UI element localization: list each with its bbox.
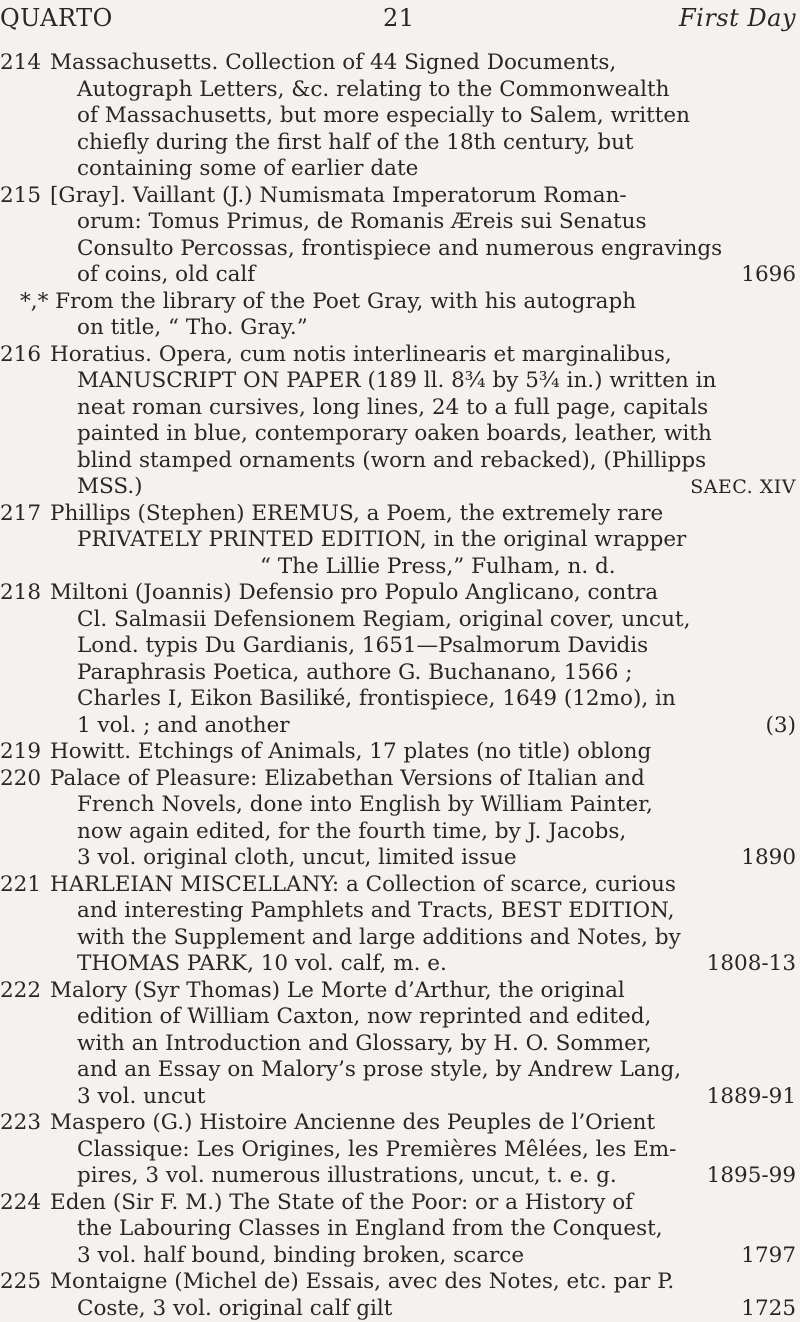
lot-date: 1696 (741, 262, 796, 289)
lot-218 (0, 580, 796, 739)
lot-line: containing some of earlier date (50, 156, 796, 183)
lot-line: MANUSCRIPT ON PAPER (189 ll. 8¾ by 5¾ in.) written in (50, 368, 796, 395)
lot-date: 1890 (741, 845, 796, 872)
lot-line: with an Introduction and Glossary, by H. O. Sommer, (50, 1031, 796, 1058)
lot-line: Classique: Les Origines, les Premières Mêlées, les Em- (50, 1137, 796, 1164)
lot-date: 1889-91 (707, 1084, 796, 1111)
lot-215 (0, 183, 796, 289)
lot-line-with-date (50, 474, 796, 501)
lot-220 (0, 766, 796, 872)
lot-line: Paraphrasis Poetica, authore G. Buchanano, 1566 ; (50, 660, 796, 687)
lot-line: Autograph Letters, &c. relating to the Commonwealth (50, 77, 796, 104)
lot-line: and an Essay on Malory’s prose style, by Andrew Lang, (50, 1057, 796, 1084)
lot-description: of coins, old calf (77, 262, 255, 289)
lot-number: 215 (0, 183, 46, 210)
lot-line: Charles I, Eikon Basiliké, frontispiece, 1649 (12mo), in (50, 686, 796, 713)
lot-number: 221 (0, 872, 46, 899)
lot-line: the Labouring Classes in England from the Conquest, (50, 1216, 796, 1243)
lot-line: Horatius. Opera, cum notis interlinearis et marginalibus, (50, 342, 796, 369)
lot-line: painted in blue, contemporary oaken boards, leather, with (50, 421, 796, 448)
lot-line: and interesting Pamphlets and Tracts, BEST EDITION, (50, 898, 796, 925)
lot-date: 1725 (741, 1296, 796, 1322)
header-day: First Day (679, 4, 796, 32)
lot-line: Eden (Sir F. M.) The State of the Poor: or a History of (50, 1190, 796, 1217)
lot-description: 3 vol. original cloth, uncut, limited issue (77, 845, 517, 872)
lot-description: Coste, 3 vol. original calf gilt (77, 1296, 392, 1322)
lot-number: 223 (0, 1110, 46, 1137)
lot-line-with-date (50, 951, 796, 978)
lot-line: orum: Tomus Primus, de Romanis Æreis sui Senatus (50, 209, 796, 236)
lot-224 (0, 1190, 796, 1270)
lot-number: 222 (0, 978, 46, 1005)
lot-225 (0, 1269, 796, 1322)
lot-number: 219 (0, 739, 46, 766)
lot-line: blind stamped ornaments (worn and rebacked), (Phillipps (50, 448, 796, 475)
lot-number: 224 (0, 1190, 46, 1217)
lot-line: with the Supplement and large additions and Notes, by (50, 925, 796, 952)
lot-line: chiefly during the first half of the 18th century, but (50, 130, 796, 157)
lot-line-with-date (50, 1163, 796, 1190)
lot-221 (0, 872, 796, 978)
lot-date: 1797 (741, 1243, 796, 1270)
lot-description: 3 vol. uncut (77, 1084, 205, 1111)
lot-line: Massachusetts. Collection of 44 Signed Documents, (50, 50, 796, 77)
lot-number: 216 (0, 342, 46, 369)
lot-line-with-date (50, 713, 796, 740)
lot-215-note (0, 289, 796, 342)
lot-214 (0, 50, 796, 183)
lot-line: Maspero (G.) Histoire Ancienne des Peuples de l’Orient (50, 1110, 796, 1137)
provenance-note: *,* From the library of the Poet Gray, with his autograph (0, 289, 796, 316)
lot-line-with-date (50, 845, 796, 872)
lot-count: (3) (766, 713, 796, 740)
lot-description: MSS.) (77, 474, 143, 501)
lot-date: SAEC. XIV (690, 474, 796, 501)
lot-line: Lond. typis Du Gardianis, 1651—Psalmorum Davidis (50, 633, 796, 660)
lot-list (0, 50, 796, 1322)
lot-line: of Massachusetts, but more especially to Salem, written (50, 103, 796, 130)
lot-line: PRIVATELY PRINTED EDITION, in the original wrapper (50, 527, 796, 554)
lot-line: Malory (Syr Thomas) Le Morte d’Arthur, the original (50, 978, 796, 1005)
page-number: 21 (383, 4, 415, 32)
lot-222 (0, 978, 796, 1111)
lot-number: 214 (0, 50, 46, 77)
lot-line-with-date (50, 1084, 796, 1111)
lot-line: Montaigne (Michel de) Essais, avec des Notes, etc. par P. (50, 1269, 796, 1296)
header-format: QUARTO (0, 4, 113, 32)
lot-line: [Gray]. Vaillant (J.) Numismata Imperatorum Roman- (50, 183, 796, 210)
lot-line: Cl. Salmasii Defensionem Regiam, original cover, uncut, (50, 607, 796, 634)
lot-description: 3 vol. half bound, binding broken, scarce (77, 1243, 524, 1270)
running-head (0, 4, 800, 44)
lot-number: 220 (0, 766, 46, 793)
lot-line-with-date (50, 1243, 796, 1270)
lot-line: French Novels, done into English by William Painter, (50, 792, 796, 819)
lot-number: 217 (0, 501, 46, 528)
lot-line: Consulto Percossas, frontispiece and numerous engravings (50, 236, 796, 263)
lot-223 (0, 1110, 796, 1190)
lot-line: now again edited, for the fourth time, by J. Jacobs, (50, 819, 796, 846)
lot-description: THOMAS PARK, 10 vol. calf, m. e. (77, 951, 447, 978)
lot-line: Phillips (Stephen) EREMUS, a Poem, the extremely rare (50, 501, 796, 528)
lot-description: 1 vol. ; and another (77, 713, 290, 740)
lot-217 (0, 501, 796, 581)
lot-date: 1808-13 (707, 951, 796, 978)
lot-line: “ The Lillie Press,” Fulham, n. d. (50, 554, 796, 581)
lot-date: 1895-99 (707, 1163, 796, 1190)
lot-number: 218 (0, 580, 46, 607)
lot-line: Palace of Pleasure: Elizabethan Versions of Italian and (50, 766, 796, 793)
lot-line: edition of William Caxton, now reprinted and edited, (50, 1004, 796, 1031)
lot-line: Howitt. Etchings of Animals, 17 plates (no title) oblong (50, 739, 796, 766)
lot-description: pires, 3 vol. numerous illustrations, uncut, t. e. g. (77, 1163, 617, 1190)
lot-219 (0, 739, 796, 766)
provenance-note-cont: on title, “ Tho. Gray.” (0, 315, 796, 342)
lot-number: 225 (0, 1269, 46, 1296)
lot-216 (0, 342, 796, 501)
lot-line-with-date (50, 262, 796, 289)
lot-line: HARLEIAN MISCELLANY: a Collection of scarce, curious (50, 872, 796, 899)
lot-line: neat roman cursives, long lines, 24 to a full page, capitals (50, 395, 796, 422)
lot-line-with-date (50, 1296, 796, 1322)
lot-line: Miltoni (Joannis) Defensio pro Populo Anglicano, contra (50, 580, 796, 607)
